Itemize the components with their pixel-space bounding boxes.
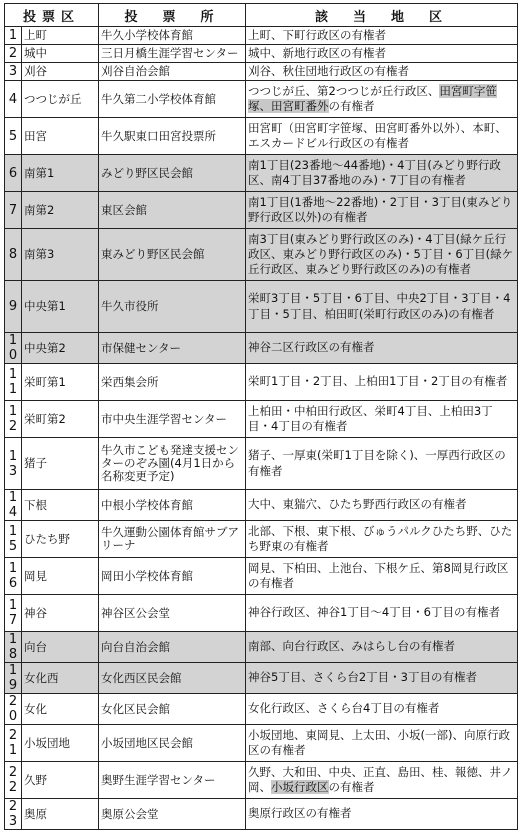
covered-area-text: 奥原行政区の有権者 xyxy=(248,806,352,821)
table-row xyxy=(5,401,518,438)
polling-place: 東みどり野区民会館 xyxy=(99,229,246,281)
polling-place: 栄西集会所 xyxy=(99,364,246,401)
covered-area-text: 田宮町（田宮町字笹塚、田宮町番外以外）、本町、エスカードビル行政区の有権者 xyxy=(248,120,507,150)
covered-area-text: 上柏田・中柏田行政区、栄町4丁目、上柏田3丁目・4丁目の有権者 xyxy=(248,403,493,433)
table-row xyxy=(5,762,518,799)
covered-area-text: 猪子、一厚東(栄町1丁目を除く)、一厚西行政区の有権者 xyxy=(248,448,506,478)
header-polling-place: 投 票 所 xyxy=(99,4,246,27)
covered-area-text: 岡見、下柏田、上池台、下根ケ丘、第8岡見行政区の有権者 xyxy=(248,560,509,590)
header-covered-area: 該 当 地 区 xyxy=(246,4,518,27)
covered-area-text: 上町、下町行政区の有権者 xyxy=(248,27,387,42)
table-row xyxy=(5,281,518,333)
covered-area xyxy=(246,333,518,364)
table-row xyxy=(5,118,518,155)
covered-area-text: つつじが丘、第2つつじが丘行政区、 xyxy=(248,83,440,98)
district-name: 城中 xyxy=(22,45,99,63)
covered-area-text: 小坂団地、東岡見、上太田、小坂(一部)、向原行政区の有権者 xyxy=(248,727,510,757)
covered-area-suffix: の有権者 xyxy=(328,99,375,113)
covered-area xyxy=(246,663,518,694)
covered-area-text: 栄町1丁目・2丁目、上柏田1丁目・2丁目の有権者 xyxy=(248,374,508,389)
table-row xyxy=(5,364,518,401)
district-name: つつじが丘 xyxy=(22,81,99,118)
district-number: 4 xyxy=(5,81,22,118)
covered-area-highlight: 田宮町字笹塚、田宮町番外 xyxy=(248,83,497,113)
table-row xyxy=(5,595,518,632)
covered-area-text: 神谷行政区、神谷1丁目〜4丁目・6丁目の有権者 xyxy=(248,605,500,620)
table-row xyxy=(5,438,518,490)
district-number: 7 xyxy=(5,192,22,229)
table-row xyxy=(5,558,518,595)
district-number: 16 xyxy=(5,558,22,595)
covered-area-text: 城中、新地行政区の有権者 xyxy=(248,45,387,60)
covered-area xyxy=(246,490,518,521)
table-row xyxy=(5,63,518,81)
polling-place: 女化区民会館 xyxy=(99,694,246,725)
polling-place: 中根小学校体育館 xyxy=(99,490,246,521)
district-name: 南第1 xyxy=(22,155,99,192)
district-name: 向台 xyxy=(22,632,99,663)
table-row xyxy=(5,155,518,192)
district-name: 南第2 xyxy=(22,192,99,229)
district-name: 神谷 xyxy=(22,595,99,632)
district-name: 栄町第2 xyxy=(22,401,99,438)
covered-area-text: 女化行政区、さくら台4丁目の有権者 xyxy=(248,701,440,716)
table-row xyxy=(5,490,518,521)
district-name: 田宮 xyxy=(22,118,99,155)
covered-area xyxy=(246,281,518,333)
polling-place: 神谷区公会堂 xyxy=(99,595,246,632)
table-row xyxy=(5,192,518,229)
district-number: 12 xyxy=(5,401,22,438)
district-number: 1 xyxy=(5,27,22,45)
table-row xyxy=(5,521,518,558)
covered-area xyxy=(246,401,518,438)
covered-area-text: 南1丁目(1番地〜22番地)・2丁目・3丁目(東みどり野行政区以外)の有権者 xyxy=(248,194,513,224)
table-row xyxy=(5,45,518,63)
covered-area xyxy=(246,45,518,63)
district-name: 上町 xyxy=(22,27,99,45)
covered-area xyxy=(246,229,518,281)
table-row xyxy=(5,694,518,725)
district-name: 女化 xyxy=(22,694,99,725)
district-number: 23 xyxy=(5,799,22,830)
polling-place: 東区会館 xyxy=(99,192,246,229)
polling-place: 向台自治会館 xyxy=(99,632,246,663)
polling-place: 女化西区民会館 xyxy=(99,663,246,694)
covered-area xyxy=(246,118,518,155)
district-name: 栄町第1 xyxy=(22,364,99,401)
covered-area xyxy=(246,63,518,81)
covered-area xyxy=(246,762,518,799)
district-name: 下根 xyxy=(22,490,99,521)
covered-area xyxy=(246,438,518,490)
district-number: 3 xyxy=(5,63,22,81)
district-number: 22 xyxy=(5,762,22,799)
polling-place: 奥野生涯学習センター xyxy=(99,762,246,799)
table-row xyxy=(5,229,518,281)
polling-place: 牛久小学校体育館 xyxy=(99,27,246,45)
district-number: 15 xyxy=(5,521,22,558)
table-row xyxy=(5,725,518,762)
district-name: 久野 xyxy=(22,762,99,799)
table-row xyxy=(5,799,518,830)
district-number: 10 xyxy=(5,333,22,364)
district-number: 11 xyxy=(5,364,22,401)
district-name: ひたち野 xyxy=(22,521,99,558)
district-number: 5 xyxy=(5,118,22,155)
district-name: 中央第1 xyxy=(22,281,99,333)
polling-place: 岡田小学校体育館 xyxy=(99,558,246,595)
polling-district-table-container xyxy=(4,3,517,830)
district-name: 南第3 xyxy=(22,229,99,281)
district-name: 小坂団地 xyxy=(22,725,99,762)
district-number: 2 xyxy=(5,45,22,63)
table-row xyxy=(5,632,518,663)
covered-area xyxy=(246,725,518,762)
covered-area-text: 神谷二区行政区の有権者 xyxy=(248,340,375,355)
covered-area xyxy=(246,192,518,229)
covered-area xyxy=(246,632,518,663)
district-number: 20 xyxy=(5,694,22,725)
district-name: 女化西 xyxy=(22,663,99,694)
polling-place: 市保健センター xyxy=(99,333,246,364)
covered-area-text: 大中、東猯穴、ひたち野西行政区の有権者 xyxy=(248,497,467,512)
district-name: 猪子 xyxy=(22,438,99,490)
polling-place: 牛久駅東口田宮投票所 xyxy=(99,118,246,155)
district-name: 刈谷 xyxy=(22,63,99,81)
district-number: 14 xyxy=(5,490,22,521)
covered-area xyxy=(246,27,518,45)
table-row xyxy=(5,81,518,118)
polling-place: 刈谷自治会館 xyxy=(99,63,246,81)
covered-area xyxy=(246,521,518,558)
district-number: 18 xyxy=(5,632,22,663)
polling-place: 三日月橋生涯学習センター xyxy=(99,45,246,63)
table-header-row xyxy=(5,4,518,27)
district-number: 19 xyxy=(5,663,22,694)
district-name: 岡見 xyxy=(22,558,99,595)
covered-area-text: 南部、向台行政区、みはらし台の有権者 xyxy=(248,639,456,654)
covered-area-suffix: の有権者 xyxy=(328,780,375,794)
polling-place: みどり野区民会館 xyxy=(99,155,246,192)
covered-area-text: 北部、下根、東下根、びゅうパルクひたち野、ひたち野東の有権者 xyxy=(248,523,513,553)
district-number: 21 xyxy=(5,725,22,762)
district-number: 8 xyxy=(5,229,22,281)
covered-area xyxy=(246,364,518,401)
district-name: 中央第2 xyxy=(22,333,99,364)
covered-area-highlight: 小坂行政区 xyxy=(271,780,329,794)
covered-area-text: 南3丁目(東みどり野行政区のみ)・4丁目(緑ケ丘行政区、東みどり野行政区のみ)・5丁目・6丁目(緑ケ丘行政区、東みどり野行政区のみ)の有権者 xyxy=(248,231,514,277)
covered-area-text: 栄町3丁目・5丁目・6丁目、中央2丁目・3丁目・4丁目・5丁目、柏田町(栄町行政区のみ)の有権者 xyxy=(248,291,511,321)
covered-area xyxy=(246,799,518,830)
table-row xyxy=(5,333,518,364)
covered-area-text: 南1丁目(23番地〜44番地)・4丁目(みどり野行政区、南4丁目37番地のみ)・7丁目の有権者 xyxy=(248,157,501,187)
district-number: 17 xyxy=(5,595,22,632)
covered-area-text: 刈谷、秋住団地行政区の有権者 xyxy=(248,63,410,78)
polling-place: 牛久第二小学校体育館 xyxy=(99,81,246,118)
polling-place: 牛久市こども発達支援センターのぞみ園(4月1日から名称変更予定) xyxy=(99,438,246,490)
table-row xyxy=(5,27,518,45)
district-number: 6 xyxy=(5,155,22,192)
table-row xyxy=(5,663,518,694)
covered-area xyxy=(246,81,518,118)
polling-place: 小坂団地区民会館 xyxy=(99,725,246,762)
polling-place: 牛久運動公園体育館サブアリーナ xyxy=(99,521,246,558)
district-number: 9 xyxy=(5,281,22,333)
table-body xyxy=(5,27,518,830)
polling-place: 奥原公会堂 xyxy=(99,799,246,830)
covered-area-text: 神谷5丁目、さくら台2丁目・3丁目の有権者 xyxy=(248,670,477,685)
covered-area xyxy=(246,694,518,725)
covered-area xyxy=(246,595,518,632)
header-district: 投票区 xyxy=(5,4,99,27)
district-number: 13 xyxy=(5,438,22,490)
covered-area xyxy=(246,558,518,595)
district-name: 奥原 xyxy=(22,799,99,830)
polling-district-table xyxy=(4,3,518,830)
polling-place: 市中央生涯学習センター xyxy=(99,401,246,438)
covered-area-text: 久野、大和田、中央、正直、島田、桂、報徳、井ノ岡、 xyxy=(248,764,513,794)
polling-place: 牛久市役所 xyxy=(99,281,246,333)
covered-area xyxy=(246,155,518,192)
